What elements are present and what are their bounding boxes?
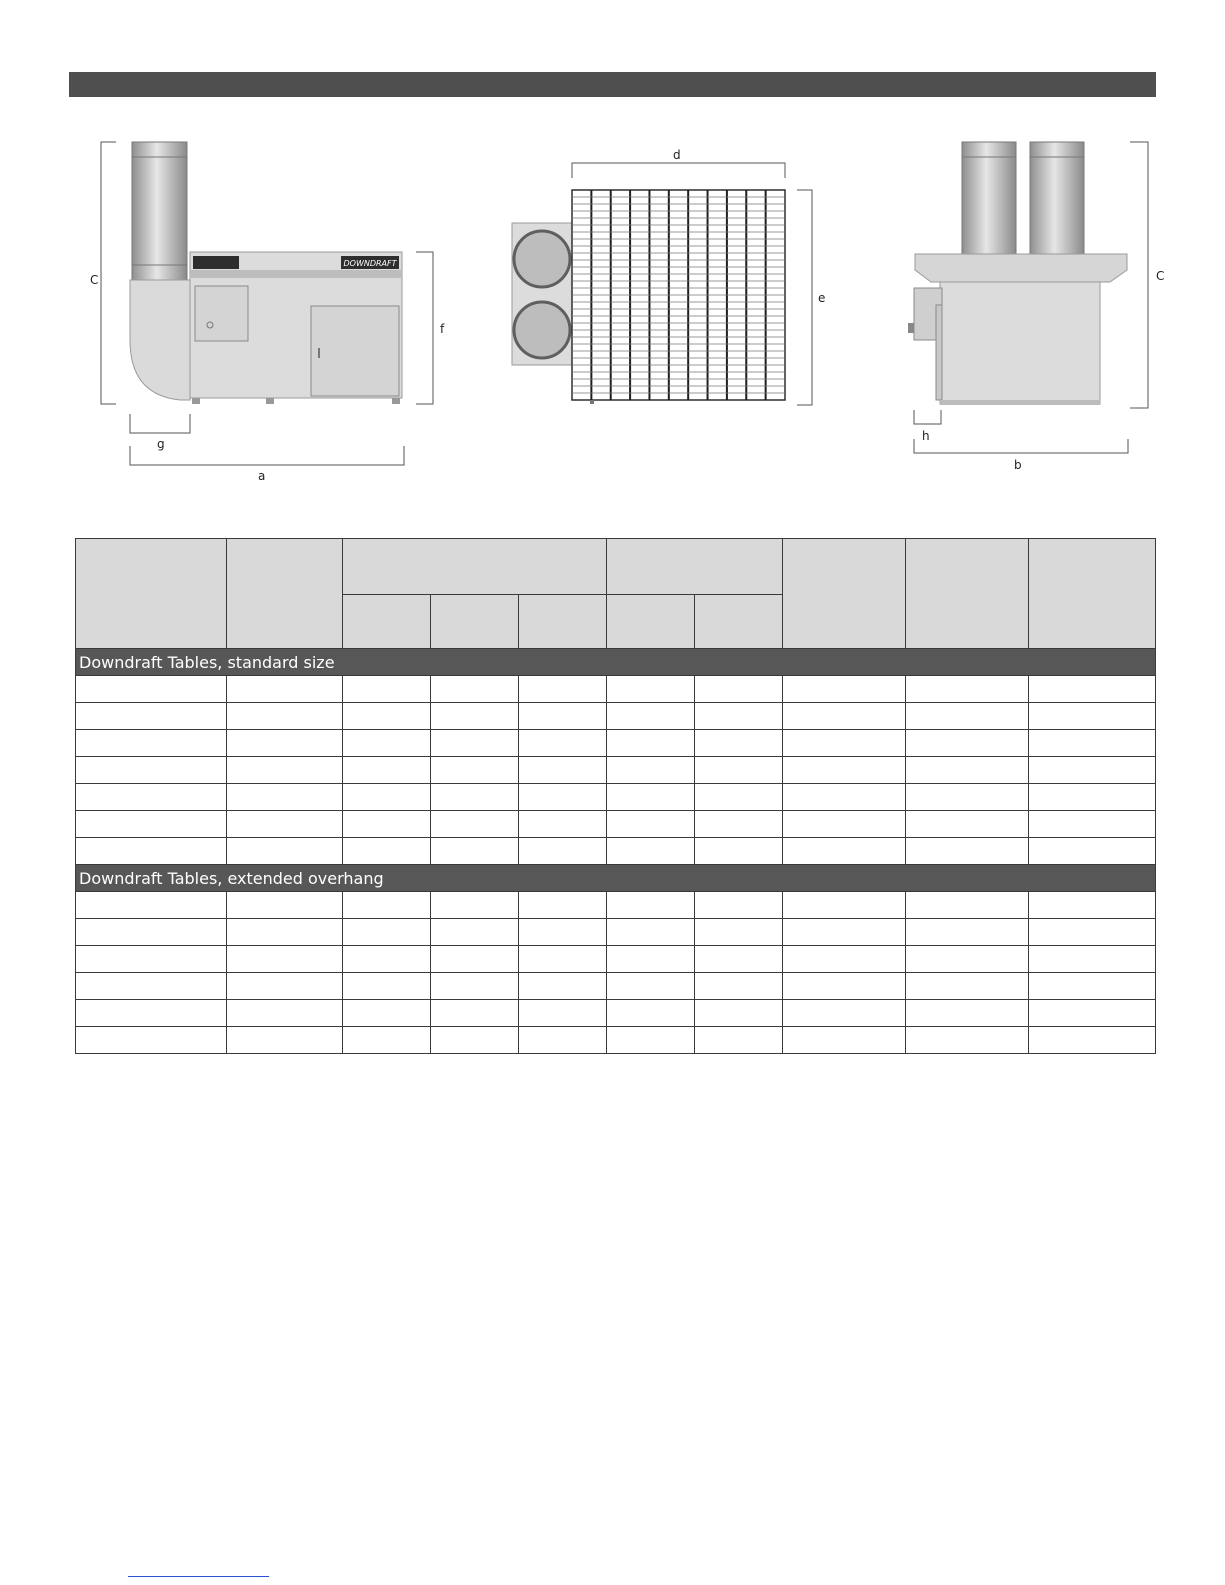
table-cell (519, 892, 607, 919)
dim-label-f: f (440, 322, 445, 336)
table-cell (431, 703, 519, 730)
table-cell (227, 973, 343, 1000)
table-cell (906, 784, 1029, 811)
table-row (76, 1000, 1156, 1027)
table-cell (1029, 811, 1156, 838)
dim-label-a: a (258, 469, 266, 483)
table-cell (607, 1000, 695, 1027)
table-cell (519, 1027, 607, 1054)
table-cell (227, 1000, 343, 1027)
table-cell (1029, 784, 1156, 811)
table-cell (607, 892, 695, 919)
table-cell (607, 703, 695, 730)
table-cell (343, 892, 431, 919)
table-cell (519, 784, 607, 811)
table-cell (519, 811, 607, 838)
table-cell (76, 676, 227, 703)
table-cell (227, 838, 343, 865)
table-cell (76, 946, 227, 973)
table-cell (1029, 838, 1156, 865)
table-cell (519, 946, 607, 973)
table-cell (783, 730, 906, 757)
table-row (76, 811, 1156, 838)
table-cell (76, 784, 227, 811)
table-cell (695, 1027, 783, 1054)
table-cell (519, 703, 607, 730)
table-row (76, 973, 1156, 1000)
table-cell (1029, 676, 1156, 703)
table-cell (431, 1027, 519, 1054)
table-cell (906, 676, 1029, 703)
table-row (76, 676, 1156, 703)
dim-label-g: g (157, 437, 165, 451)
table-cell (227, 919, 343, 946)
table-cell (519, 973, 607, 1000)
table-cell (607, 676, 695, 703)
table-cell (343, 811, 431, 838)
section-row (76, 649, 1156, 676)
table-cell (906, 1027, 1029, 1054)
table-cell (695, 973, 783, 1000)
header-subcell (519, 595, 607, 649)
table-cell (695, 946, 783, 973)
table-cell (783, 676, 906, 703)
table-cell (783, 946, 906, 973)
table-cell (343, 919, 431, 946)
table-cell (227, 1027, 343, 1054)
table-cell (783, 973, 906, 1000)
table-cell (607, 946, 695, 973)
table-cell (695, 703, 783, 730)
table-cell (519, 838, 607, 865)
table-cell (519, 757, 607, 784)
header-cell (1029, 539, 1156, 649)
table-row (76, 892, 1156, 919)
table-cell (519, 676, 607, 703)
table-cell (783, 757, 906, 784)
dim-label-e: e (818, 291, 826, 305)
table-cell (227, 946, 343, 973)
table-cell (695, 730, 783, 757)
table-cell (431, 1000, 519, 1027)
footer-link[interactable] (128, 1576, 269, 1577)
table-cell (607, 784, 695, 811)
header-subcell (695, 595, 783, 649)
table-cell (431, 757, 519, 784)
table-cell (431, 946, 519, 973)
section-extended (76, 865, 1156, 1054)
table-cell (227, 811, 343, 838)
table-cell (1029, 1027, 1156, 1054)
table-header (76, 539, 1156, 649)
header-cell (76, 539, 227, 649)
table-row (76, 1027, 1156, 1054)
table-cell (431, 730, 519, 757)
table-cell (607, 1027, 695, 1054)
table-cell (695, 1000, 783, 1027)
table-cell (783, 811, 906, 838)
dim-label-d: d (673, 148, 681, 162)
header-subcell (431, 595, 519, 649)
table-cell (695, 676, 783, 703)
table-cell (607, 811, 695, 838)
table-cell (343, 838, 431, 865)
table-cell (76, 892, 227, 919)
table-cell (695, 757, 783, 784)
table-cell (343, 703, 431, 730)
table-cell (76, 1027, 227, 1054)
table-cell (227, 676, 343, 703)
table-cell (76, 757, 227, 784)
table-cell (695, 838, 783, 865)
dim-label-c: C (90, 273, 99, 287)
table-cell (227, 703, 343, 730)
table-cell (343, 730, 431, 757)
table-cell (607, 757, 695, 784)
table-cell (607, 919, 695, 946)
table-cell (227, 757, 343, 784)
section-standard (76, 649, 1156, 865)
table-cell (906, 946, 1029, 973)
table-cell (76, 811, 227, 838)
table-cell (783, 784, 906, 811)
table-cell (343, 1027, 431, 1054)
table-cell (906, 703, 1029, 730)
table-row (76, 946, 1156, 973)
table-cell (431, 973, 519, 1000)
brand-logo (193, 256, 239, 269)
header-subcell (607, 595, 695, 649)
table-cell (1029, 703, 1156, 730)
table-cell (1029, 1000, 1156, 1027)
top-view (512, 148, 825, 405)
header-subcell (343, 595, 431, 649)
section-title: Downdraft Tables, extended overhang (79, 869, 384, 888)
table-cell (1029, 757, 1156, 784)
table-cell (607, 973, 695, 1000)
table-cell (695, 811, 783, 838)
table-cell (906, 811, 1029, 838)
table-cell (695, 919, 783, 946)
table-cell (906, 1000, 1029, 1027)
table-cell (783, 1000, 906, 1027)
table-cell (76, 1000, 227, 1027)
table-cell (343, 946, 431, 973)
brand-plate: DOWNDRAFT (343, 259, 397, 268)
table-cell (343, 676, 431, 703)
table-cell (227, 730, 343, 757)
table-cell (783, 703, 906, 730)
table-cell (76, 703, 227, 730)
table-cell (906, 757, 1029, 784)
table-row (76, 757, 1156, 784)
table-cell (695, 892, 783, 919)
table-cell (519, 730, 607, 757)
table-cell (343, 784, 431, 811)
table-row (76, 838, 1156, 865)
table-cell (431, 676, 519, 703)
table-cell (431, 838, 519, 865)
table-cell (906, 973, 1029, 1000)
table-cell (76, 973, 227, 1000)
table-cell (431, 811, 519, 838)
header-cell (227, 539, 343, 649)
table-cell (783, 919, 906, 946)
table-cell (76, 838, 227, 865)
table-cell (1029, 946, 1156, 973)
dim-label-h: h (922, 429, 930, 443)
table-cell (431, 892, 519, 919)
table-cell (695, 784, 783, 811)
table-cell (227, 784, 343, 811)
table-cell (519, 919, 607, 946)
specifications-table (75, 538, 1156, 1054)
table-cell (607, 838, 695, 865)
technical-drawing (0, 0, 1225, 520)
table-row (76, 784, 1156, 811)
end-view (908, 142, 1164, 472)
table-cell (906, 919, 1029, 946)
table-cell (607, 730, 695, 757)
table-cell (783, 1027, 906, 1054)
table-cell (76, 919, 227, 946)
dim-label-b: b (1014, 458, 1022, 472)
table-cell (1029, 973, 1156, 1000)
header-group-cell (607, 539, 783, 595)
table-cell (343, 973, 431, 1000)
header-cell (906, 539, 1029, 649)
section-row (76, 865, 1156, 892)
table-cell (227, 892, 343, 919)
table-cell (783, 838, 906, 865)
table-row (76, 919, 1156, 946)
table-cell (906, 730, 1029, 757)
table-cell (1029, 892, 1156, 919)
table-cell (519, 1000, 607, 1027)
table-cell (906, 892, 1029, 919)
table-row (76, 703, 1156, 730)
table-cell (343, 757, 431, 784)
table-row (76, 730, 1156, 757)
dim-label-c-end: C (1156, 269, 1165, 283)
table-cell (431, 919, 519, 946)
table-cell (1029, 730, 1156, 757)
section-title: Downdraft Tables, standard size (79, 653, 335, 672)
side-view (90, 142, 445, 483)
header-cell (783, 539, 906, 649)
table-cell (431, 784, 519, 811)
header-group-cell (343, 539, 607, 595)
table-cell (76, 730, 227, 757)
table-cell (343, 1000, 431, 1027)
table-cell (1029, 919, 1156, 946)
table-cell (906, 838, 1029, 865)
table-cell (783, 892, 906, 919)
